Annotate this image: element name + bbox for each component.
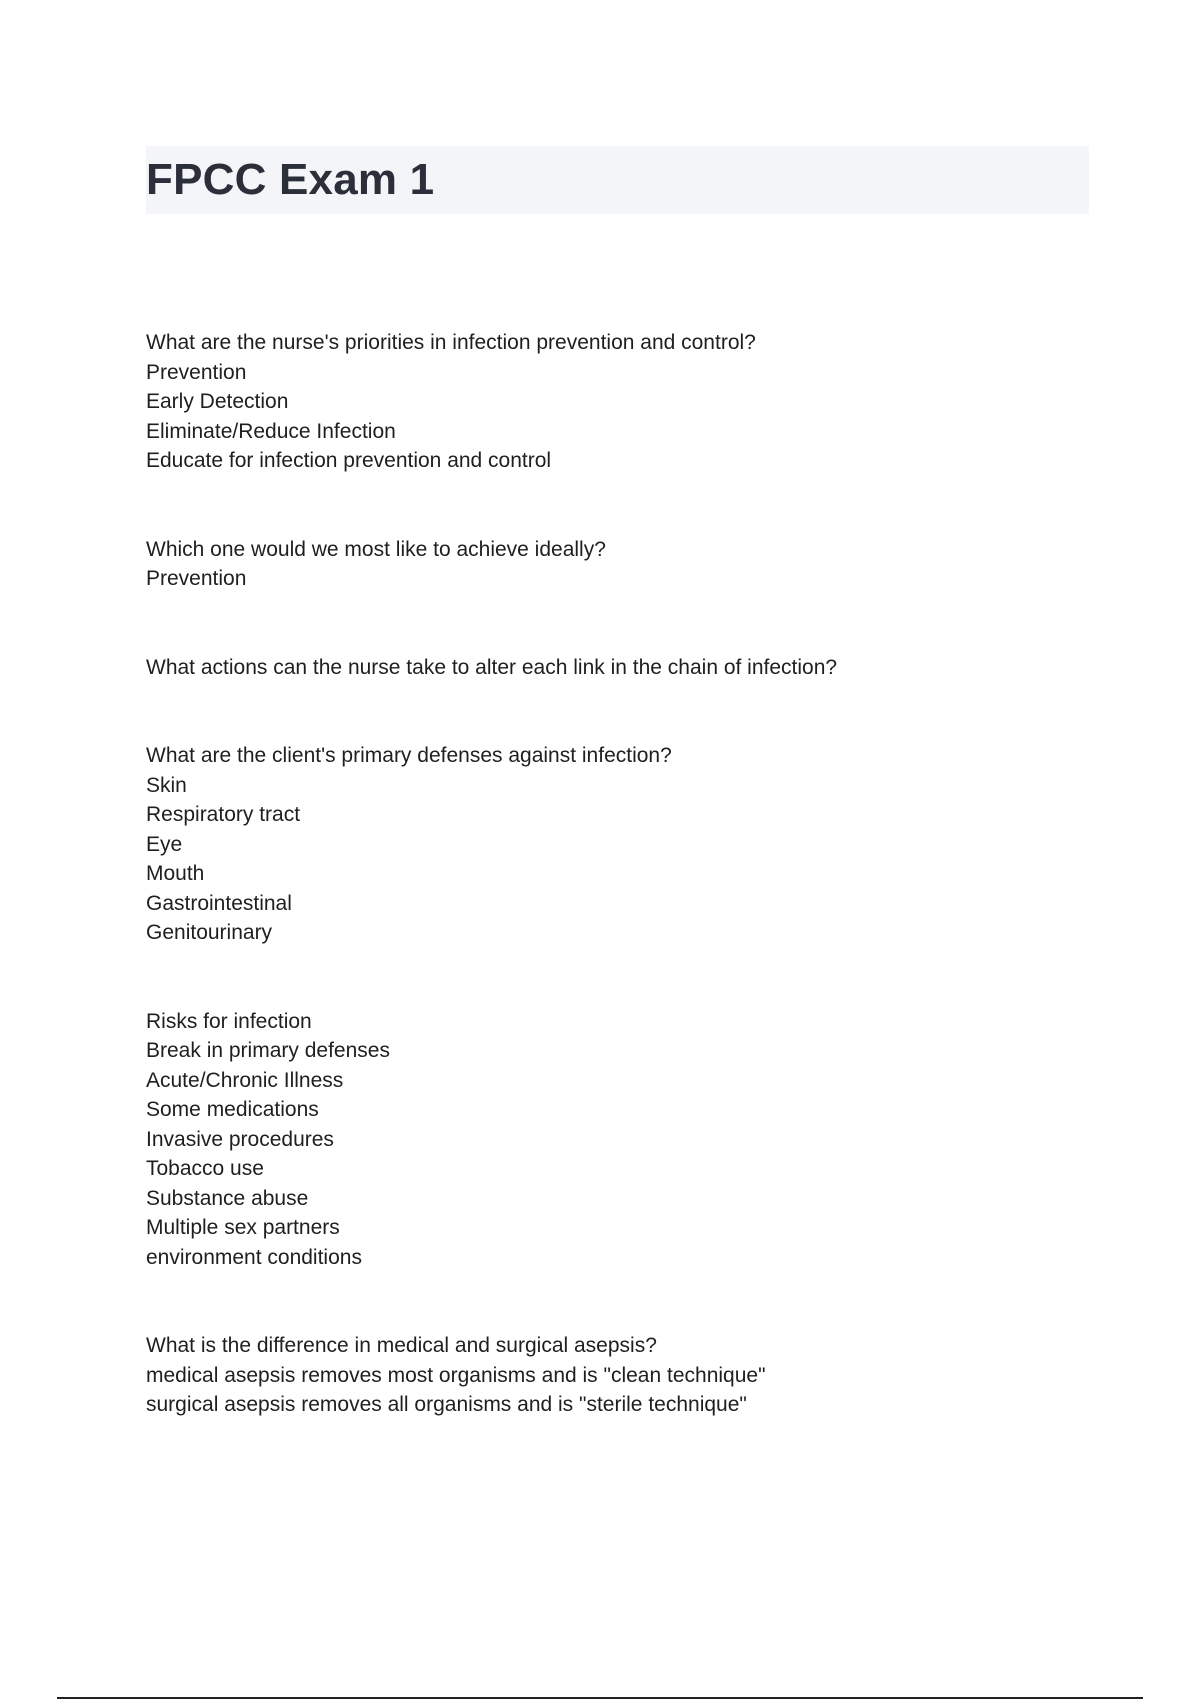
flashcard — [146, 653, 1086, 683]
flashcard — [146, 741, 1086, 948]
card-answer-line: Break in primary defenses — [146, 1039, 390, 1062]
card-answer-line: Mouth — [146, 862, 205, 885]
flashcard — [146, 328, 1086, 476]
card-question: What are the client's primary defenses against infection? — [146, 744, 672, 767]
card-answer-line: medical asepsis removes most organisms and is "clean technique" — [146, 1363, 766, 1387]
card-answer-line: Prevention — [146, 567, 247, 590]
card-answer-line: Invasive procedures — [146, 1127, 334, 1151]
title-banner — [146, 146, 1089, 214]
flashcard — [146, 1331, 1086, 1420]
card-question: Which one would we most like to achieve ideally? — [146, 537, 606, 561]
card-answer-line: Eye — [146, 832, 183, 856]
card-answer-line: Genitourinary — [146, 921, 273, 944]
card-answer-line: Tobacco use — [146, 1157, 264, 1180]
card-question: What actions can the nurse take to alter each link in the chain of infection? — [146, 655, 838, 679]
card-answer-line: Eliminate/Reduce Infection — [146, 419, 396, 443]
card-answer-line: Educate for infection prevention and control — [146, 449, 552, 472]
card-answer-line: Substance abuse — [146, 1186, 309, 1210]
footer-divider — [57, 1697, 1143, 1699]
flashcard — [146, 1007, 1086, 1273]
page-title: FPCC Exam 1 — [146, 155, 435, 204]
flashcard — [146, 535, 1086, 594]
card-answer-line: environment conditions — [146, 1245, 362, 1269]
card-answer-line: Some medications — [146, 1098, 319, 1121]
card-answer-line: Early Detection — [146, 390, 289, 413]
card-answer-line: surgical asepsis removes all organisms and is "sterile technique" — [146, 1393, 747, 1416]
card-answer-line: Skin — [146, 773, 187, 797]
card-answer-line: Prevention — [146, 360, 247, 384]
card-question: Risks for infection — [146, 1009, 312, 1033]
card-answer-line: Multiple sex partners — [146, 1216, 340, 1239]
flashcard-list — [146, 328, 1086, 1479]
card-answer-line: Gastrointestinal — [146, 891, 292, 915]
card-answer-line: Acute/Chronic Illness — [146, 1068, 344, 1092]
card-question: What are the nurse's priorities in infection prevention and control? — [146, 331, 756, 354]
card-question: What is the difference in medical and surgical asepsis? — [146, 1334, 657, 1357]
card-answer-line: Respiratory tract — [146, 803, 301, 826]
